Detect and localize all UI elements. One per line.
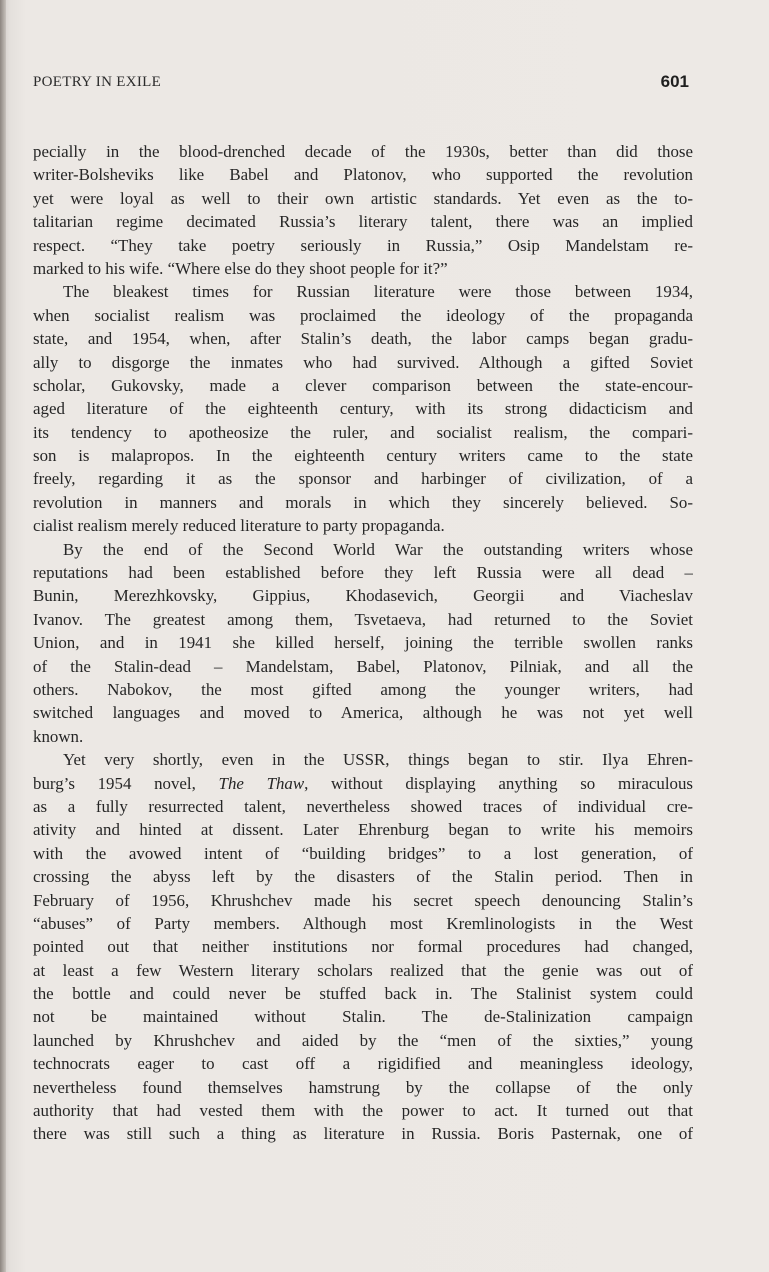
book-title-italic: The Thaw (218, 773, 305, 793)
page-header (33, 72, 689, 94)
text-line: February of 1956, Khrushchev made his secret speech denouncing Stalin’s (33, 890, 693, 910)
text-line: writer-Bolsheviks like Babel and Platonov, who supported the revolution (33, 165, 693, 185)
text-line: nevertheless found themselves hamstrung by the collapse of the only (33, 1077, 693, 1097)
body-text (33, 140, 693, 1146)
text-line: technocrats eager to cast off a rigidified and meaningless ideology, (33, 1054, 693, 1074)
text-line: The bleakest times for Russian literature were those between 1934, (63, 282, 693, 302)
text-line: cialist realism merely reduced literature to party propaganda. (33, 516, 445, 536)
text-line: authority that had vested them with the power to act. It turned out that (33, 1101, 693, 1121)
text-line: others. Nabokov, the most gifted among the younger writers, had (33, 679, 693, 699)
running-head: POETRY IN EXILE (33, 74, 162, 90)
text-line: the bottle and could never be stuffed back in. The Stalinist system could (33, 984, 693, 1004)
text-line: switched languages and moved to America, although he was not yet well (33, 703, 693, 723)
text-line: marked to his wife. “Where else do they shoot people for it?” (33, 258, 448, 278)
text-line: Yet very shortly, even in the USSR, things began to stir. Ilya Ehren- (63, 750, 693, 770)
text-line: launched by Khrushchev and aided by the “men of the sixties,” young (33, 1030, 693, 1050)
text-line: Ivanov. The greatest among them, Tsvetaeva, had returned to the Soviet (33, 609, 693, 629)
page-gutter-shadow (0, 0, 6, 1272)
text-line: ativity and hinted at dissent. Later Ehrenburg began to write his memoirs (33, 820, 693, 840)
text-line (33, 772, 693, 795)
text-line: talitarian regime decimated Russia’s literary talent, there was an implied (33, 212, 693, 232)
text-line: not be maintained without Stalin. The de-Stalinization campaign (33, 1007, 693, 1027)
text-line: at least a few Western literary scholars realized that the genie was out of (33, 960, 693, 980)
text-line-segment: burg’s 1954 novel, (33, 773, 219, 793)
text-line: crossing the abyss left by the disasters of the Stalin period. Then in (33, 867, 693, 887)
text-line: By the end of the Second World War the outstanding writers whose (63, 539, 693, 559)
text-line-segment: , without displaying anything so miraculous (304, 773, 693, 793)
text-line: freely, regarding it as the sponsor and harbinger of civilization, of a (33, 469, 693, 489)
text-line: its tendency to apotheosize the ruler, and socialist realism, the compari- (33, 422, 693, 442)
text-line: Bunin, Merezhkovsky, Gippius, Khodasevich, Georgii and Viacheslav (33, 586, 693, 606)
text-line: revolution in manners and morals in which they sincerely believed. So- (33, 492, 693, 512)
text-line: known. (33, 726, 84, 746)
text-line: reputations had been established before they left Russia were all dead – (33, 563, 693, 583)
text-line: aged literature of the eighteenth century, with its strong didacticism and (33, 399, 693, 419)
text-line: Union, and in 1941 she killed herself, joining the terrible swollen ranks (33, 633, 693, 653)
text-line: as a fully resurrected talent, nevertheless showed traces of individual cre- (33, 796, 693, 816)
text-line: “abuses” of Party members. Although most Kremlinologists in the West (33, 913, 693, 933)
text-line: ally to disgorge the inmates who had survived. Although a gifted Soviet (33, 352, 693, 372)
text-line: of the Stalin-dead – Mandelstam, Babel, Platonov, Pilniak, and all the (33, 656, 693, 676)
text-line: son is malapropos. In the eighteenth century writers came to the state (33, 446, 693, 466)
page-number: 601 (660, 72, 689, 91)
text-line: respect. “They take poetry seriously in Russia,” Osip Mandelstam re- (33, 235, 693, 255)
text-line: pecially in the blood-drenched decade of the 1930s, better than did those (33, 142, 693, 161)
text-line: when socialist realism was proclaimed the ideology of the propaganda (33, 305, 693, 325)
text-line: with the avowed intent of “building bridges” to a lost generation, of (33, 843, 693, 863)
text-line: yet were loyal as well to their own artistic standards. Yet even as the to- (33, 188, 693, 208)
text-line: pointed out that neither institutions nor formal procedures had changed, (33, 937, 693, 957)
text-line: state, and 1954, when, after Stalin’s death, the labor camps began gradu- (33, 329, 693, 349)
text-line: scholar, Gukovsky, made a clever comparison between the state-encour- (33, 375, 693, 395)
text-line: there was still such a thing as literature in Russia. Boris Pasternak, one of (33, 1124, 693, 1144)
